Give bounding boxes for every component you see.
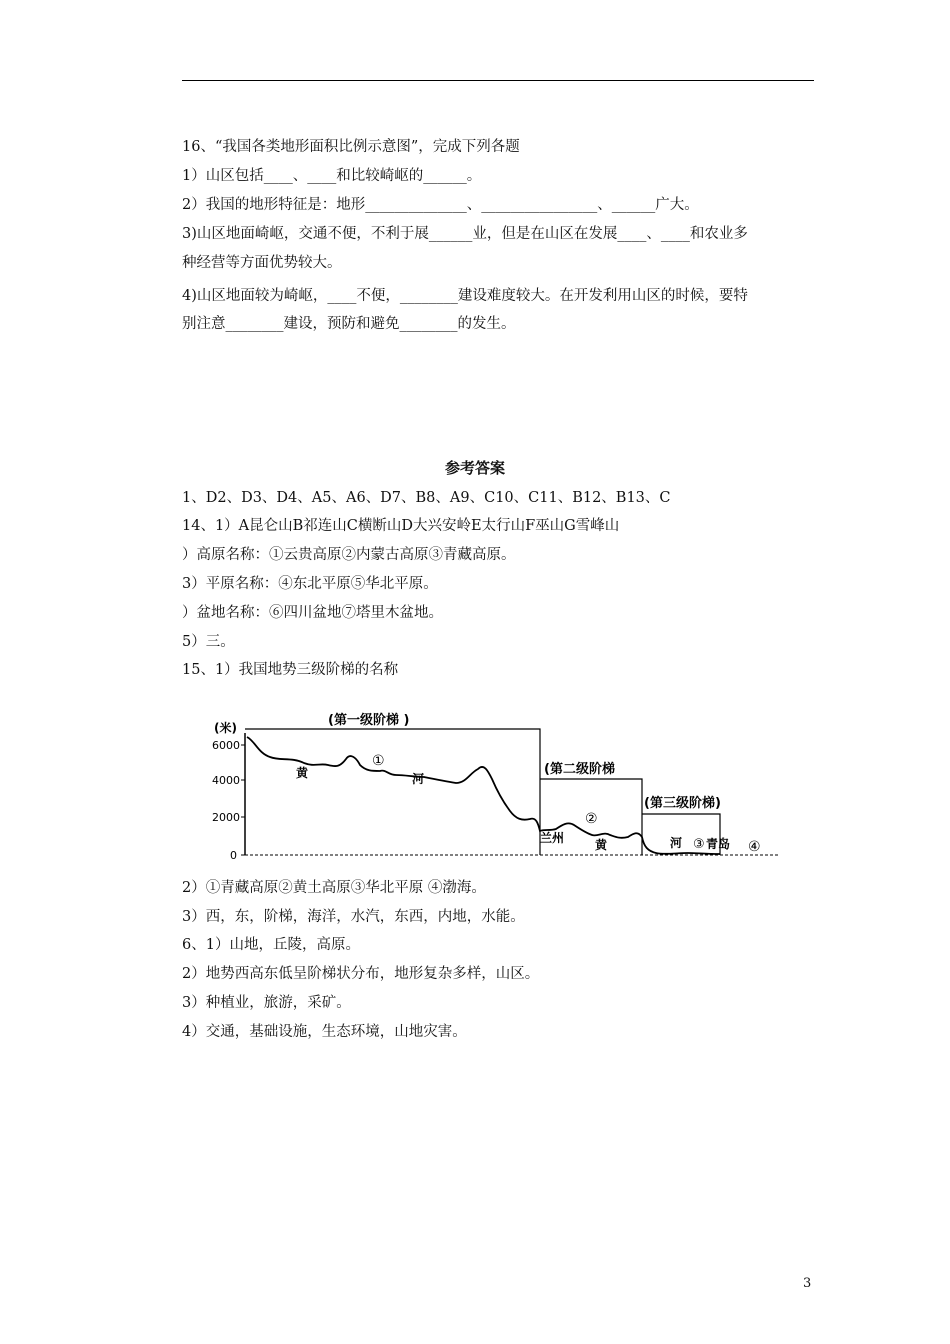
- label-huang-2: 黄: [595, 838, 608, 852]
- answer-15-3: 3）西，东，阶梯，海洋，水汽，东西，内地，水能。: [182, 909, 525, 925]
- marker-1: ①: [372, 753, 385, 769]
- label-huang-1: 黄: [296, 766, 309, 780]
- terrain-profile-figure: [200, 705, 790, 865]
- marker-2: ②: [585, 811, 598, 827]
- header-rule: [182, 80, 814, 81]
- step1-label: (第一级阶梯 ): [328, 713, 410, 728]
- marker-4: ④: [748, 839, 761, 855]
- answer-16-1: 6、1）山地，丘陵，高原。: [182, 937, 360, 953]
- label-qingdao: 青岛: [706, 837, 731, 851]
- answer-15-2: 2）①青藏高原②黄土高原③华北平原 ④渤海。: [182, 880, 486, 896]
- q16-part4-line2: 别注意________建设，预防和避免________的发生。: [182, 316, 516, 332]
- answer-14-5: 5）三。: [182, 634, 235, 650]
- y-tick-0: 0: [230, 849, 237, 862]
- unit-label: (米): [214, 721, 237, 735]
- answers-heading: 参考答案: [444, 459, 505, 477]
- answer-14-1: 14、1）A昆仑山B祁连山C横断山D大兴安岭E太行山F巫山G雪峰山: [182, 518, 620, 534]
- q16-part2: 2）我国的地形特征是：地形______________、________________、______广大。: [182, 197, 699, 213]
- q16-part3-line2: 种经营等方面优势较大。: [182, 255, 342, 271]
- label-he-1: 河: [412, 772, 425, 786]
- step1-box: [245, 729, 540, 855]
- y-tick-6000: 6000: [212, 739, 240, 752]
- y-tick-2000: 2000: [212, 811, 240, 824]
- q16-title: 16、“我国各类地形面积比例示意图”，完成下列各题: [182, 139, 520, 155]
- answer-16-3: 3）种植业，旅游，采矿。: [182, 995, 351, 1011]
- answer-16-2: 2）地势西高东低呈阶梯状分布，地形复杂多样，山区。: [182, 966, 540, 982]
- step3-label: (第三级阶梯): [644, 796, 721, 811]
- label-he-2: 河: [670, 836, 683, 850]
- answer-16-4: 4）交通，基础设施，生态环境，山地灾害。: [182, 1024, 467, 1040]
- label-lanzhou: 兰州: [540, 831, 565, 845]
- answer-14-2: ）高原名称：①云贵高原②内蒙古高原③青藏高原。: [182, 547, 516, 563]
- marker-3: ③: [693, 837, 705, 852]
- answer-15-1: 15、1）我国地势三级阶梯的名称: [182, 662, 399, 678]
- answer-14-4: ）盆地名称：⑥四川盆地⑦塔里木盆地。: [182, 605, 443, 621]
- q16-part1: 1）山区包括____、____和比较崎岖的______。: [182, 168, 482, 184]
- page-number: 3: [803, 1276, 812, 1291]
- q16-part3-line1: 3)山区地面崎岖，交通不便，不利于展______业，但是在山区在发展____、____和农业多: [182, 226, 748, 242]
- answer-1-13: 1、D2、D3、D4、A5、A6、D7、B8、A9、C10、C11、B12、B13、C: [182, 490, 671, 506]
- step2-label: (第二级阶梯: [544, 762, 615, 777]
- q16-part4-line1: 4)山区地面较为崎岖，____不便，________建设难度较大。在开发利用山区的时候，要特: [182, 288, 748, 304]
- y-tick-4000: 4000: [212, 774, 240, 787]
- answer-14-3: 3）平原名称：④东北平原⑤华北平原。: [182, 576, 438, 592]
